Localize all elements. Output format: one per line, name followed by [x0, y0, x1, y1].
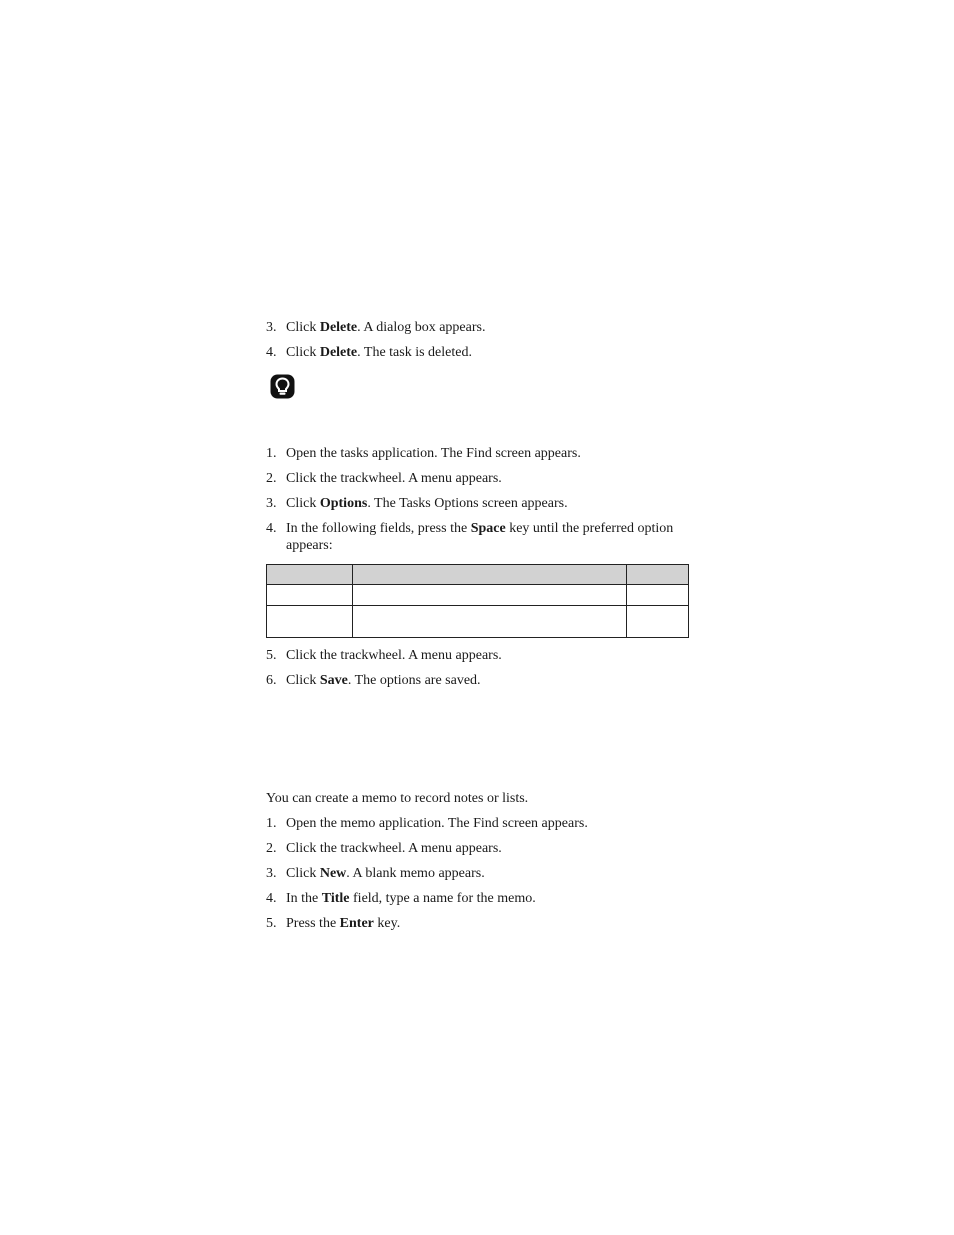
step-number: 4.: [266, 891, 277, 906]
step-text: In the following fields, press the Space key until the preferred option appears:: [286, 521, 674, 553]
step-number: 1.: [266, 446, 277, 461]
step-number: 3.: [266, 496, 277, 511]
step-text: Click Options. The Tasks Options screen appears.: [286, 496, 568, 511]
step-text: Open the memo application. The Find screen appears.: [286, 816, 588, 831]
table-cell: [627, 585, 689, 606]
options-table: [266, 564, 689, 638]
step-number: 5.: [266, 916, 277, 931]
table-cell: [353, 585, 627, 606]
table-cell: [267, 585, 353, 606]
step-text: Click the trackwheel. A menu appears.: [286, 471, 502, 486]
step-text: Click New. A blank memo appears.: [286, 866, 485, 881]
step-number: 1.: [266, 816, 277, 831]
table-header-cell: [267, 565, 353, 585]
step-number: 3.: [266, 866, 277, 881]
step-text: Open the tasks application. The Find screen appears.: [286, 446, 581, 461]
step-number: 4.: [266, 345, 277, 360]
step-number: 2.: [266, 471, 277, 486]
step-text: Click the trackwheel. A menu appears.: [286, 841, 502, 856]
step-number: 5.: [266, 648, 277, 663]
table-header-cell: [353, 565, 627, 585]
step-number: 6.: [266, 673, 277, 688]
table-cell: [353, 606, 627, 638]
intro-paragraph: You can create a memo to record notes or lists.: [266, 791, 529, 806]
step-number: 4.: [266, 521, 277, 536]
step-text: Press the Enter key.: [286, 916, 401, 931]
step-text: Click Delete. A dialog box appears.: [286, 320, 486, 335]
table-header-row: [267, 565, 689, 585]
table-cell: [627, 606, 689, 638]
table-cell: [267, 606, 353, 638]
step-text: In the Title field, type a name for the memo.: [286, 891, 536, 906]
table-row: [267, 606, 689, 638]
step-number: 2.: [266, 841, 277, 856]
step-text: Click Delete. The task is deleted.: [286, 345, 472, 360]
lightbulb-icon: [270, 374, 295, 399]
step-text: Click Save. The options are saved.: [286, 673, 481, 688]
step-number: 3.: [266, 320, 277, 335]
table-header-cell: [627, 565, 689, 585]
table-row: [267, 585, 689, 606]
step-text: Click the trackwheel. A menu appears.: [286, 648, 502, 663]
